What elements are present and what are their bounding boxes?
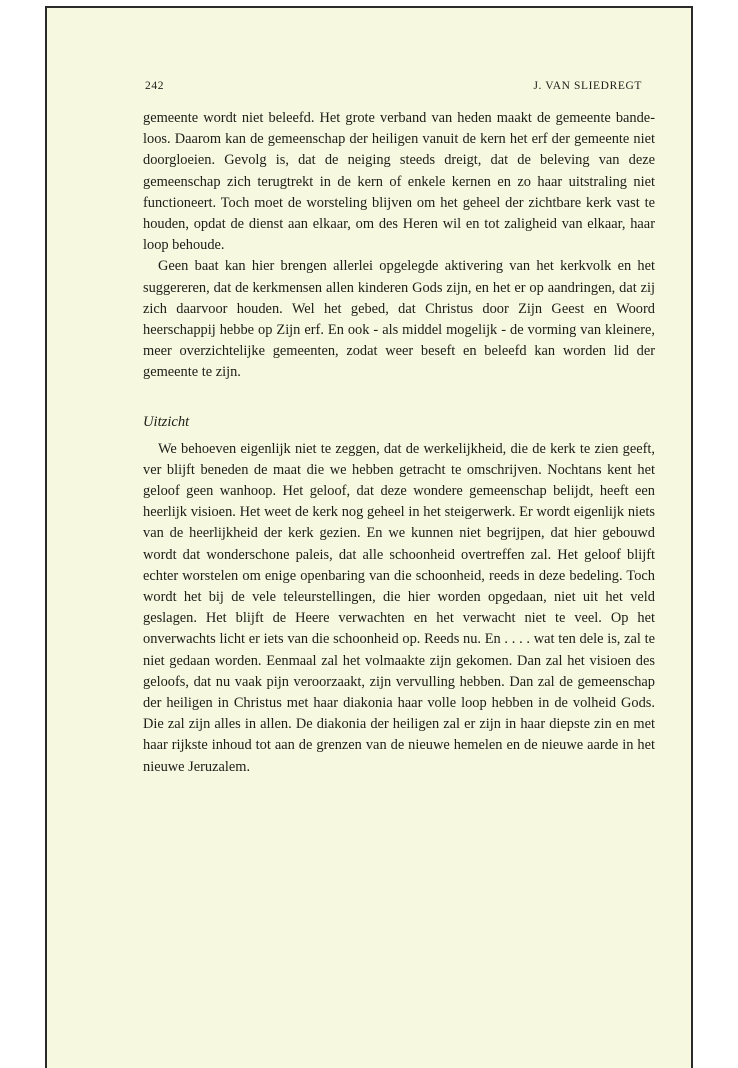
paragraph-2: Geen baat kan hier brengen allerlei opgelegde aktivering van het kerkvolk en het suggereren, dat de kerkmensen allen kinderen Gods zijn, en het er op aandringen, dat zij zich daarvoor houden. Wel het gebed, dat Christus door Zijn Geest en Woord heerschappij hebbe op Zijn erf. En ook - als middel mogelijk - de vorming van kleinere, meer overzichtelijke gemeenten, zodat weer beseft en beleefd kan worden lid der gemeente te zijn.: [143, 258, 655, 381]
running-header: [145, 80, 642, 92]
paragraph-3: We behoeven eigenlijk niet te zeggen, dat de werkelijkheid, die de kerk te zien geeft, ver blijft beneden de maat die we hebben getracht te omschrijven. Nochtans kent het geloof geen wanhoop. Het geloof, dat deze wondere gemeenschap belijdt, heeft een heerlijk visioen. Het weet de kerk nog geheel in het steigerwerk. Er wordt eigenlijk niets van de heerlijkheid der kerk gezien. En we kunnen niet begrijpen, dat hier gebouwd wordt dat wonderschone paleis, dat alle schoonheid overtreffen zal. Het geloof blijft echter worstelen om enige openbaring van die schoonheid, reeds in deze bedeling. Toch wordt het bij de vele teleurstellingen, die hier worden opgedaan, niet uit het veld geslagen. Het blijft de Heere verwachten en het verwacht niet te veel. Op het onverwachts licht er iets van die schoonheid op. Reeds nu. En . . . . wat ten dele is, zal te niet gedaan worden. Eenmaal zal het volmaakte zijn gekomen. Dan zal het visioen des geloofs, dat nu vaak pijn veroorzaakt, zijn vervulling hebben. Dan zal de gemeenschap der heiligen in Christus met haar diakonia haar volle loop hebben in de volheid Gods. Die zal zijn alles in allen. De diakonia der heiligen zal er zijn in haar diepste zin en met haar rijkste inhoud tot aan de grenzen van de nieuwe hemelen en de nieuwe aarde in het nieuwe Jeruzalem.: [143, 440, 655, 775]
body-text: [143, 108, 655, 778]
document-page: [45, 6, 693, 1068]
page-number: 242: [145, 80, 165, 92]
paragraph-1: gemeente wordt niet beleefd. Het grote verband van heden maakt de gemeente bande-loos. Daarom kan de gemeenschap der heiligen vanuit de kern het erf der gemeente niet doorgloeien. Gevolg is, dat de neiging steeds dreigt, dat de beleving van deze gemeenschap zich terugtrekt in de kern of enkele kernen en zo haar uitstraling niet functioneert. Toch moet de worsteling blijven om het geheel der zichtbare kerk vast te houden, opdat de dienst aan elkaar, om des Heren wil en tot zaligheid van elkaar, haar loop behoude.: [143, 110, 655, 254]
running-title: J. VAN SLIEDREGT: [533, 80, 642, 92]
section-heading: Uitzicht: [143, 413, 190, 430]
